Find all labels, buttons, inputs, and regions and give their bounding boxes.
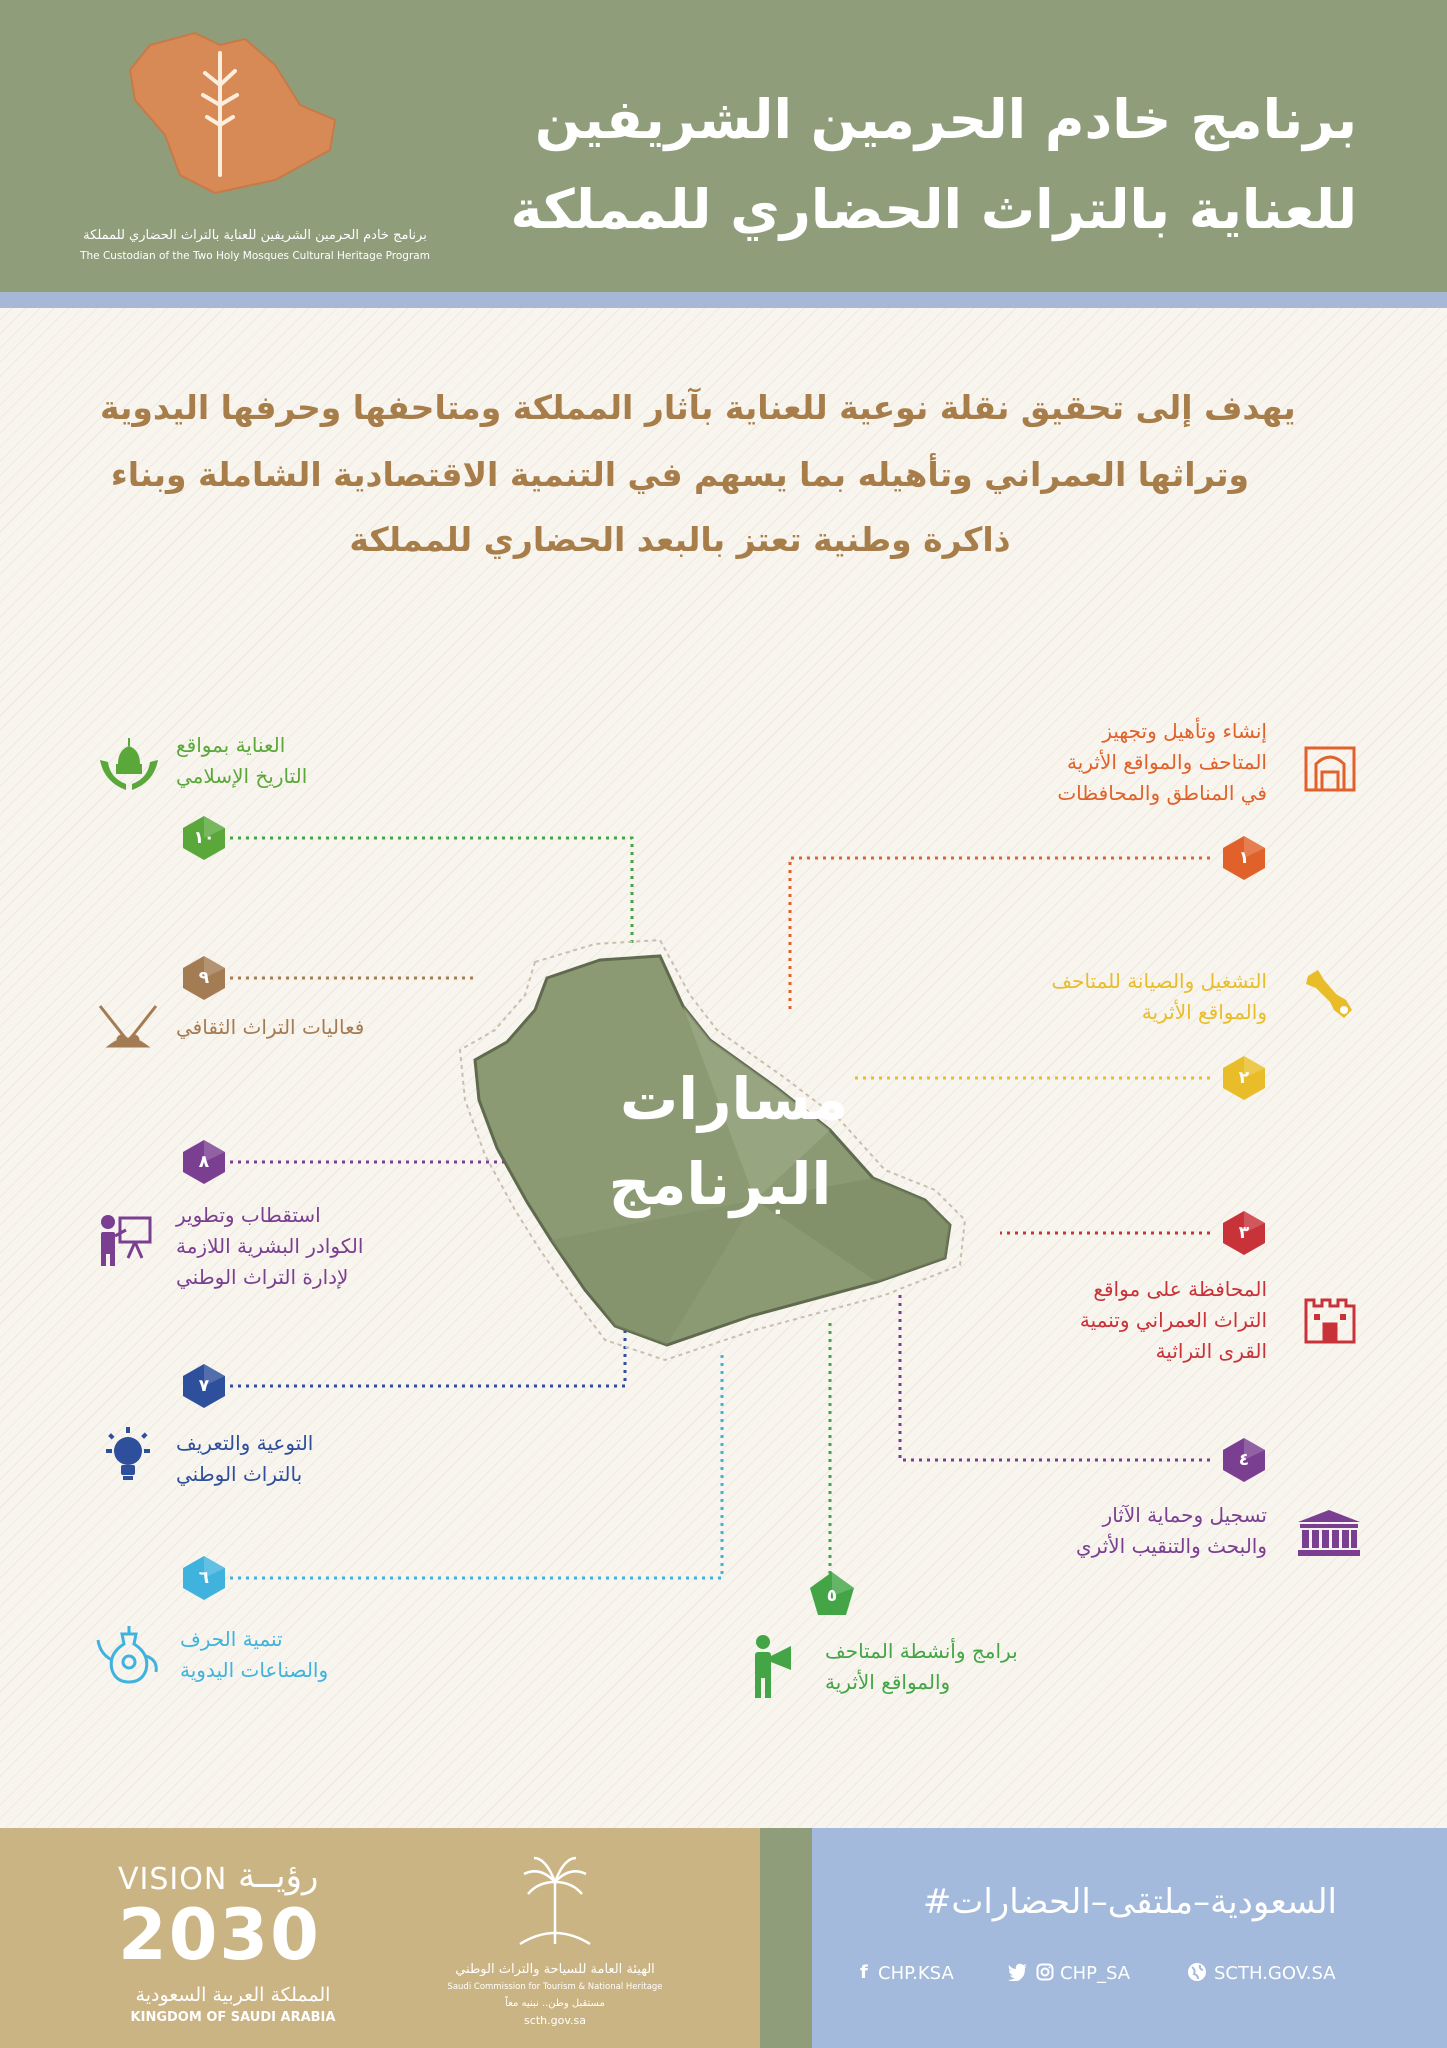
track-1-number — [1220, 834, 1268, 882]
track-3-number — [1220, 1209, 1268, 1257]
track-7-text — [176, 1428, 313, 1490]
track-4-number-text: ٤ — [1238, 1450, 1250, 1470]
track-2-line1: التشغيل والصيانة للمتاحف — [1051, 969, 1267, 993]
track-2-number — [1220, 1054, 1268, 1102]
track-6-number — [180, 1554, 228, 1602]
mosque-hands-icon — [98, 734, 160, 794]
track-5-number — [808, 1572, 856, 1620]
palm-tree-logo-icon — [510, 1852, 600, 1952]
track-10-line2: التاريخ الإسلامي — [176, 764, 308, 788]
logo-english-text: The Custodian of the Two Holy Mosques Cultural Heritage Program — [80, 250, 430, 262]
hashtag: #السعودية–ملتقى–الحضارات — [922, 1882, 1337, 1922]
scth-url: scth.gov.sa — [524, 2014, 586, 2027]
vision-label-en: VISION — [118, 1862, 228, 1897]
facebook-icon: f — [860, 1962, 868, 1983]
unesco-icon — [1296, 1508, 1362, 1558]
track-5-line2: والمواقع الأثرية — [825, 1670, 951, 1694]
track-2-line2: والمواقع الأثرية — [1141, 1000, 1267, 1024]
twitter-instagram-handle[interactable]: CHP_SA — [1060, 1963, 1131, 1984]
track-9-line1: فعاليات التراث الثقافي — [176, 1015, 365, 1039]
track-8-number — [180, 1138, 228, 1186]
intro-line1: يهدف إلى تحقيق نقلة نوعية للعناية بآثار المملكة ومتاحفها وحرفها اليدوية — [100, 388, 1296, 427]
track-10-number — [180, 814, 228, 862]
track-7-line2: بالتراث الوطني — [176, 1462, 303, 1486]
intro-line3: ذاكرة وطنية تعتز بالبعد الحضاري للمملكة — [349, 520, 1011, 559]
twitter-icon — [1008, 1963, 1028, 1981]
track-3-line2: التراث العمراني وتنمية — [1079, 1308, 1267, 1332]
kingdom-ar: المملكة العربية السعودية — [135, 1984, 331, 2006]
track-8-number-text: ٨ — [198, 1152, 210, 1172]
track-3-number-text: ٣ — [1238, 1223, 1250, 1243]
track-4-text — [1076, 1500, 1267, 1562]
wrench-icon — [1300, 966, 1356, 1022]
vision-year: 2030 — [118, 1894, 321, 1976]
track-4-line1: تسجيل وحماية الآثار — [1102, 1503, 1267, 1527]
track-9-text — [176, 1012, 364, 1043]
track-3-text — [1080, 1274, 1267, 1367]
track-5-number-text: ٥ — [826, 1586, 838, 1606]
globe-icon — [1186, 1961, 1208, 1983]
track-4-number — [1220, 1436, 1268, 1484]
track-4-line2: والبحث والتنقيب الأثري — [1076, 1534, 1267, 1558]
intro-line2: وتراثها العمراني وتأهيله بما يسهم في التنمية الاقتصادية الشاملة وبناء — [110, 455, 1250, 494]
kingdom-en: KINGDOM OF SAUDI ARABIA — [130, 2010, 336, 2025]
page-title-line1: برنامج خادم الحرمين الشريفين — [534, 88, 1357, 151]
track-7-line1: التوعية والتعريف — [176, 1431, 314, 1455]
track-1-line1: إنشاء وتأهيل وتجهيز — [1102, 719, 1267, 743]
track-6-text — [180, 1624, 328, 1686]
map-label-line2: البرنامج — [608, 1150, 832, 1218]
track-6-number-text: ٦ — [198, 1568, 210, 1588]
instagram-icon — [1036, 1963, 1054, 1981]
website-link[interactable]: SCTH.GOV.SA — [1214, 1963, 1336, 1984]
track-5-line1: برامج وأنشطة المتاحف — [825, 1639, 1018, 1663]
track-1-line2: المتاحف والمواقع الأثرية — [1067, 750, 1267, 774]
saudi-map-center-icon — [455, 920, 995, 1370]
track-8-line3: لإدارة التراث الوطني — [176, 1265, 349, 1289]
track-7-number — [180, 1362, 228, 1410]
footer-right-panel — [812, 1828, 1447, 2048]
lightbulb-icon — [100, 1425, 156, 1485]
swords-icon — [96, 1002, 160, 1052]
track-1-text — [1057, 716, 1267, 809]
presenter-icon — [98, 1212, 154, 1268]
track-8-line2: الكوادر البشرية اللازمة — [176, 1234, 364, 1258]
logo-arabic-text: برنامج خادم الحرمين الشريفين للعناية بالتراث الحضاري للمملكة — [83, 228, 427, 243]
scth-slogan: مستقبل وطن.. نبنيه معاً — [505, 1998, 605, 2009]
scth-name-en: Saudi Commission for Tourism & National Heritage — [447, 1982, 663, 1992]
track-3-line3: القرى التراثية — [1155, 1339, 1267, 1363]
track-3-line1: المحافظة على مواقع — [1093, 1277, 1267, 1301]
museum-icon — [1302, 740, 1358, 796]
track-8-text — [176, 1200, 363, 1293]
coffee-pot-icon — [94, 1620, 164, 1686]
facebook-handle[interactable]: CHP.KSA — [878, 1963, 954, 1984]
track-10-text — [176, 730, 307, 792]
vision-label-ar: رؤيــة — [238, 1856, 319, 1896]
scth-name-ar: الهيئة العامة للسياحة والتراث الوطني — [455, 1962, 655, 1977]
track-10-line1: العناية بمواقع — [176, 733, 286, 757]
track-6-line1: تنمية الحرف — [180, 1627, 283, 1651]
page-title-line2: للعناية بالتراث الحضاري للمملكة — [510, 178, 1357, 241]
map-label-line1: مسارات — [620, 1065, 849, 1133]
track-5-text — [825, 1636, 1018, 1698]
track-1-line3: في المناطق والمحافظات — [1057, 781, 1267, 805]
track-1-number-text: ١ — [1238, 848, 1250, 868]
castle-icon — [1302, 1290, 1358, 1346]
track-8-line1: استقطاب وتطوير — [176, 1203, 321, 1227]
track-2-number-text: ٢ — [1238, 1068, 1250, 1088]
track-7-number-text: ٧ — [198, 1376, 210, 1396]
megaphone-person-icon — [745, 1634, 795, 1700]
track-9-number — [180, 954, 228, 1002]
track-6-line2: والصناعات اليدوية — [180, 1658, 329, 1682]
track-2-text — [1051, 966, 1267, 1028]
footer-divider-panel — [760, 1828, 812, 2048]
track-9-number-text: ٩ — [198, 968, 210, 988]
track-10-number-text: ١٠ — [193, 828, 215, 848]
